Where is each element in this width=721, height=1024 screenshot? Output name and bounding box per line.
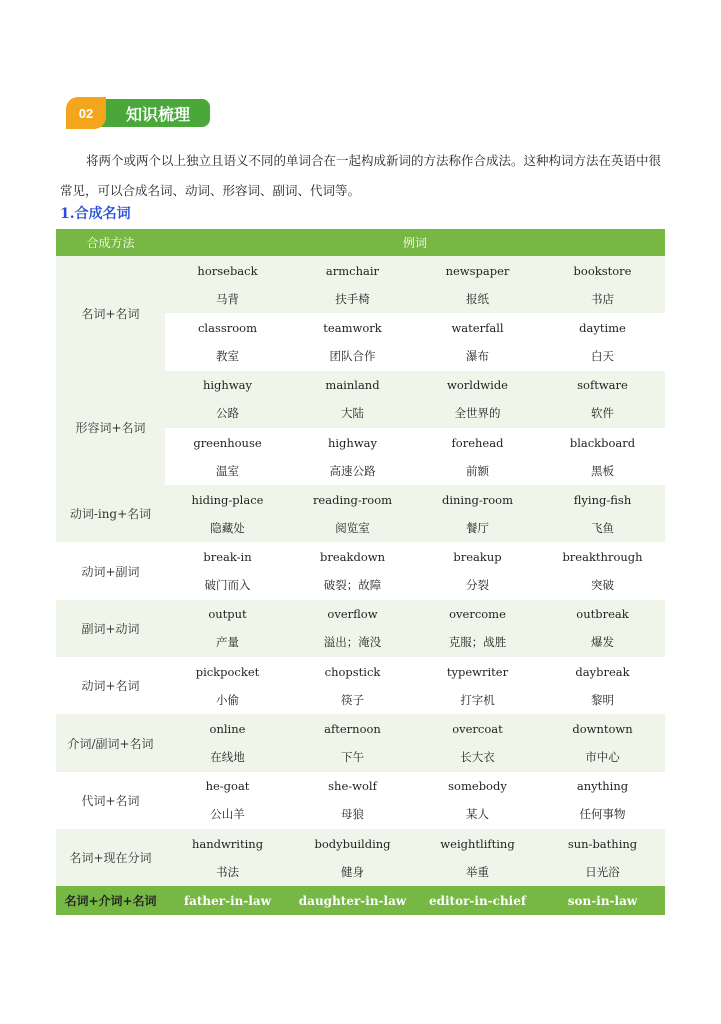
example-meaning: 小偷: [216, 692, 239, 707]
example-meaning: 突破: [591, 578, 614, 593]
table-row: [56, 600, 665, 657]
example-meaning: 克服；战胜: [448, 635, 507, 650]
example-cell: [165, 428, 290, 485]
example-cell: [540, 313, 665, 370]
example-cell: [540, 542, 665, 599]
example-word: daybreak: [575, 664, 630, 679]
example-meaning: 扶手椅: [335, 291, 370, 306]
example-word: son-in-law: [540, 886, 665, 915]
example-meaning: 分裂: [466, 578, 489, 593]
method-cell: 形容词+名词: [56, 371, 165, 486]
example-cell: [540, 485, 665, 542]
example-cell: [165, 256, 290, 313]
example-cell: [415, 657, 540, 714]
example-word: downtown: [572, 722, 633, 737]
example-cell: [540, 714, 665, 771]
example-cell: [415, 542, 540, 599]
example-meaning: 公路: [216, 406, 239, 421]
example-word: sun-bathing: [567, 836, 638, 851]
example-word: breakup: [453, 550, 502, 565]
example-meaning: 大陆: [341, 406, 364, 421]
example-cell: [540, 657, 665, 714]
example-cell: [165, 313, 290, 370]
example-word: father-in-law: [165, 886, 290, 915]
example-word: pickpocket: [195, 664, 260, 679]
example-word: dining-room: [441, 492, 514, 507]
example-meaning: 书店: [591, 291, 614, 306]
example-cell: [165, 657, 290, 714]
example-word: reading-room: [312, 492, 393, 507]
example-cell: [290, 600, 415, 657]
intro-paragraph: 将两个或两个以上独立且语义不同的单词合在一起构成新词的方法称作合成法。这种构词方法在英语中很常见，可以合成名词、动词、形容词、副词、代词等。: [60, 153, 662, 198]
example-word: flying-fish: [573, 492, 632, 507]
table-row: [56, 371, 665, 428]
table-row: [56, 714, 665, 771]
example-meaning: 黎明: [591, 692, 614, 707]
example-meaning: 下午: [341, 750, 364, 765]
example-cell: [290, 772, 415, 829]
example-word: he-goat: [205, 779, 250, 794]
example-cell: [165, 371, 290, 428]
example-meaning: 长大衣: [460, 750, 495, 765]
table-row: [56, 829, 665, 886]
method-cell: 动词+名词: [56, 657, 165, 714]
example-meaning: 教室: [216, 348, 239, 363]
example-meaning: 白天: [591, 348, 614, 363]
example-cell: [290, 657, 415, 714]
example-meaning: 阅览室: [335, 520, 370, 535]
example-meaning: 团队合作: [329, 348, 376, 363]
example-meaning: 瀑布: [466, 348, 489, 363]
example-word: break-in: [203, 550, 252, 565]
example-meaning: 全世界的: [454, 406, 501, 421]
example-meaning: 在线地: [210, 750, 245, 765]
example-cell: [540, 256, 665, 313]
method-cell: 介词/副词+名词: [56, 714, 165, 771]
example-word: classroom: [197, 320, 258, 335]
example-cell: [415, 485, 540, 542]
example-cell: [290, 542, 415, 599]
section-title: 知识梳理: [100, 99, 210, 127]
section-badge: [66, 97, 210, 129]
example-word: handwriting: [191, 836, 264, 851]
example-meaning: 破门而入: [204, 578, 251, 593]
example-cell: [540, 772, 665, 829]
example-cell: [290, 485, 415, 542]
example-meaning: 马背: [216, 291, 239, 306]
example-meaning: 产量: [216, 635, 239, 650]
example-meaning: 报纸: [466, 291, 489, 306]
example-cell: [540, 829, 665, 886]
example-meaning: 温室: [216, 463, 239, 478]
example-meaning: 某人: [466, 807, 489, 822]
example-cell: [165, 542, 290, 599]
example-meaning: 筷子: [341, 692, 364, 707]
example-meaning: 飞鱼: [591, 520, 614, 535]
example-meaning: 餐厅: [466, 520, 489, 535]
example-word: horseback: [197, 263, 258, 278]
compound-noun-table: [56, 229, 665, 915]
example-word: overcoat: [452, 722, 503, 737]
example-word: software: [577, 378, 628, 393]
example-word: waterfall: [451, 320, 504, 335]
example-meaning: 书法: [216, 864, 239, 879]
subheading: 1.合成名词: [60, 206, 131, 222]
example-word: forehead: [451, 435, 504, 450]
example-meaning: 任何事物: [579, 807, 626, 822]
example-meaning: 隐藏处: [210, 520, 245, 535]
method-cell: 名词+名词: [56, 256, 165, 371]
table-row: [56, 256, 665, 313]
example-word: somebody: [448, 779, 507, 794]
example-meaning: 黑板: [591, 463, 614, 478]
example-cell: [290, 428, 415, 485]
example-word: hiding-place: [191, 492, 264, 507]
example-word: mainland: [325, 378, 380, 393]
example-cell: [415, 714, 540, 771]
example-word: daughter-in-law: [290, 886, 415, 915]
example-word: greenhouse: [193, 435, 262, 450]
example-meaning: 公山羊: [210, 807, 245, 822]
example-word: overflow: [327, 607, 378, 622]
example-cell: [415, 600, 540, 657]
header-method: 合成方法: [56, 229, 165, 256]
example-word: worldwide: [447, 378, 508, 393]
method-cell: 动词-ing+名词: [56, 485, 165, 542]
example-meaning: 市中心: [585, 750, 620, 765]
example-cell: [165, 714, 290, 771]
example-word: bookstore: [573, 263, 632, 278]
example-word: afternoon: [324, 722, 381, 737]
example-meaning: 高速公路: [329, 463, 376, 478]
example-word: blackboard: [569, 435, 636, 450]
example-meaning: 打字机: [460, 692, 495, 707]
example-cell: [415, 256, 540, 313]
example-cell: [415, 772, 540, 829]
example-word: she-wolf: [328, 779, 377, 794]
example-meaning: 日光浴: [585, 864, 620, 879]
example-cell: [415, 371, 540, 428]
table-row-last: [56, 886, 665, 915]
example-cell: [415, 428, 540, 485]
example-meaning: 破裂；故障: [323, 578, 382, 593]
method-cell: 动词+副词: [56, 542, 165, 599]
table-row: [56, 542, 665, 599]
example-cell: [415, 313, 540, 370]
example-word: anything: [576, 779, 629, 794]
example-word: highway: [202, 378, 253, 393]
method-cell: 名词+现在分词: [56, 829, 165, 886]
method-cell: 名词+介词+名词: [56, 886, 165, 915]
example-word: editor-in-chief: [415, 886, 540, 915]
example-cell: [290, 829, 415, 886]
table-row: [56, 657, 665, 714]
example-word: highway: [327, 435, 378, 450]
example-word: daytime: [579, 320, 626, 335]
example-word: teamwork: [323, 320, 382, 335]
table-row: [56, 772, 665, 829]
example-cell: [540, 371, 665, 428]
example-cell: [165, 829, 290, 886]
example-cell: [165, 600, 290, 657]
example-cell: [540, 428, 665, 485]
example-meaning: 举重: [466, 864, 489, 879]
example-cell: [290, 371, 415, 428]
example-cell: [290, 313, 415, 370]
example-meaning: 爆发: [591, 635, 614, 650]
header-examples: 例词: [165, 229, 665, 256]
example-cell: [165, 772, 290, 829]
example-word: armchair: [325, 263, 380, 278]
example-word: weightlifting: [440, 836, 515, 851]
example-meaning: 母狼: [341, 807, 364, 822]
example-word: newspaper: [445, 263, 510, 278]
example-cell: [165, 485, 290, 542]
example-cell: [540, 600, 665, 657]
example-word: bodybuilding: [314, 836, 391, 851]
section-number: 02: [66, 97, 106, 129]
example-word: output: [208, 607, 247, 622]
example-word: typewriter: [446, 664, 509, 679]
example-word: online: [209, 722, 246, 737]
example-word: breakthrough: [562, 550, 643, 565]
example-meaning: 前额: [466, 463, 489, 478]
example-word: chopstick: [324, 664, 381, 679]
example-cell: [290, 714, 415, 771]
example-meaning: 软件: [591, 406, 614, 421]
example-meaning: 健身: [341, 864, 364, 879]
example-meaning: 溢出；淹没: [323, 635, 382, 650]
example-word: breakdown: [319, 550, 386, 565]
example-word: outbreak: [576, 607, 629, 622]
table-row: [56, 485, 665, 542]
example-cell: [415, 829, 540, 886]
method-cell: 副词+动词: [56, 600, 165, 657]
example-word: overcome: [449, 607, 506, 622]
method-cell: 代词+名词: [56, 772, 165, 829]
example-cell: [290, 256, 415, 313]
